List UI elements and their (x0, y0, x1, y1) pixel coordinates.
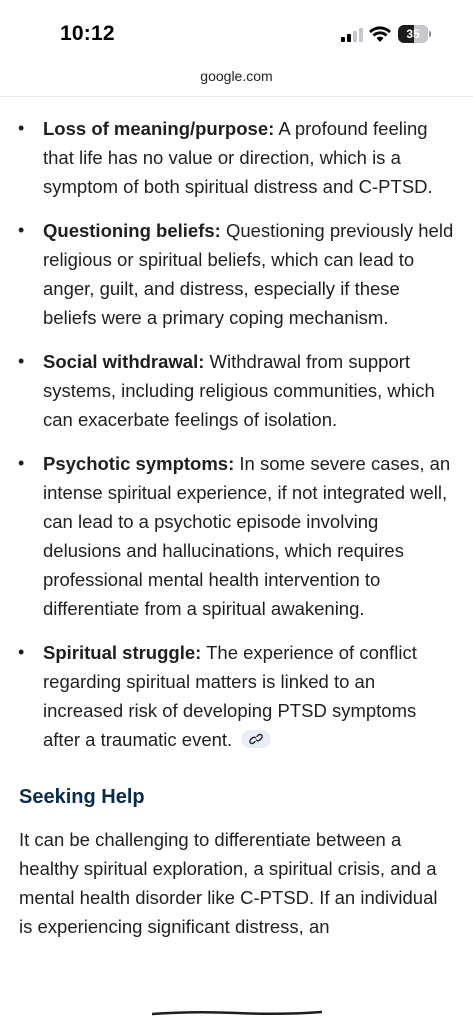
link-icon (249, 733, 263, 745)
battery-cap (429, 31, 431, 37)
list-item (0, 449, 473, 623)
bullet-text: Withdrawal from support systems, including religious communities, which can exacerbate feelings of isolation. (43, 351, 435, 430)
list-item (0, 347, 473, 434)
bullet-term: Questioning beliefs: (43, 220, 221, 241)
list-item (0, 638, 473, 754)
bullet-dot: • (18, 118, 25, 138)
bullet-dot: • (18, 351, 25, 371)
page-content (0, 114, 473, 941)
bullet-term: Spiritual struggle: (43, 642, 202, 663)
list-item (0, 114, 473, 201)
wifi-icon (369, 25, 391, 43)
list-item (0, 216, 473, 332)
bullet-text: The experience of conflict regarding spiritual matters is linked to an increased risk of developing PTSD symptoms after a traumatic event. (43, 642, 417, 750)
section-heading: Seeking Help (19, 786, 145, 808)
source-link-button[interactable] (241, 730, 271, 748)
bullet-text: A profound feeling that life has no value or direction, which is a symptom of both spiritual distress and C-PTSD. (43, 118, 433, 197)
battery-level: 35 (406, 27, 420, 41)
divider (0, 96, 473, 97)
bullet-term: Social withdrawal: (43, 351, 205, 372)
status-bar (0, 0, 473, 64)
status-time: 10:12 (60, 22, 115, 45)
cellular-signal-icon (341, 28, 365, 42)
bullet-dot: • (18, 220, 25, 240)
bullet-text: Questioning previously held religious or spiritual beliefs, which can lead to anger, guilt, and distress, especially if these beliefs were a primary coping mechanism. (43, 220, 454, 328)
bullet-term: Loss of meaning/purpose: (43, 118, 275, 139)
bullet-term: Psychotic symptoms: (43, 453, 235, 474)
bullet-list (0, 114, 473, 754)
strikethrough-scribble (152, 1009, 322, 1017)
battery-icon (398, 25, 428, 43)
section-paragraph: It can be challenging to differentiate between a healthy spiritual exploration, a spiritual crisis, and a mental health disorder like C-PTSD. If an individual is experiencing significant distress, an (19, 829, 438, 937)
bullet-text: In some severe cases, an intense spiritual experience, if not integrated well, can lead to a psychotic episode involving delusions and hallucinations, which requires professional mental health intervention to differentiate from a spiritual awakening. (43, 453, 451, 619)
bullet-dot: • (18, 642, 25, 662)
address-bar[interactable]: google.com (200, 68, 273, 84)
bullet-dot: • (18, 453, 25, 473)
